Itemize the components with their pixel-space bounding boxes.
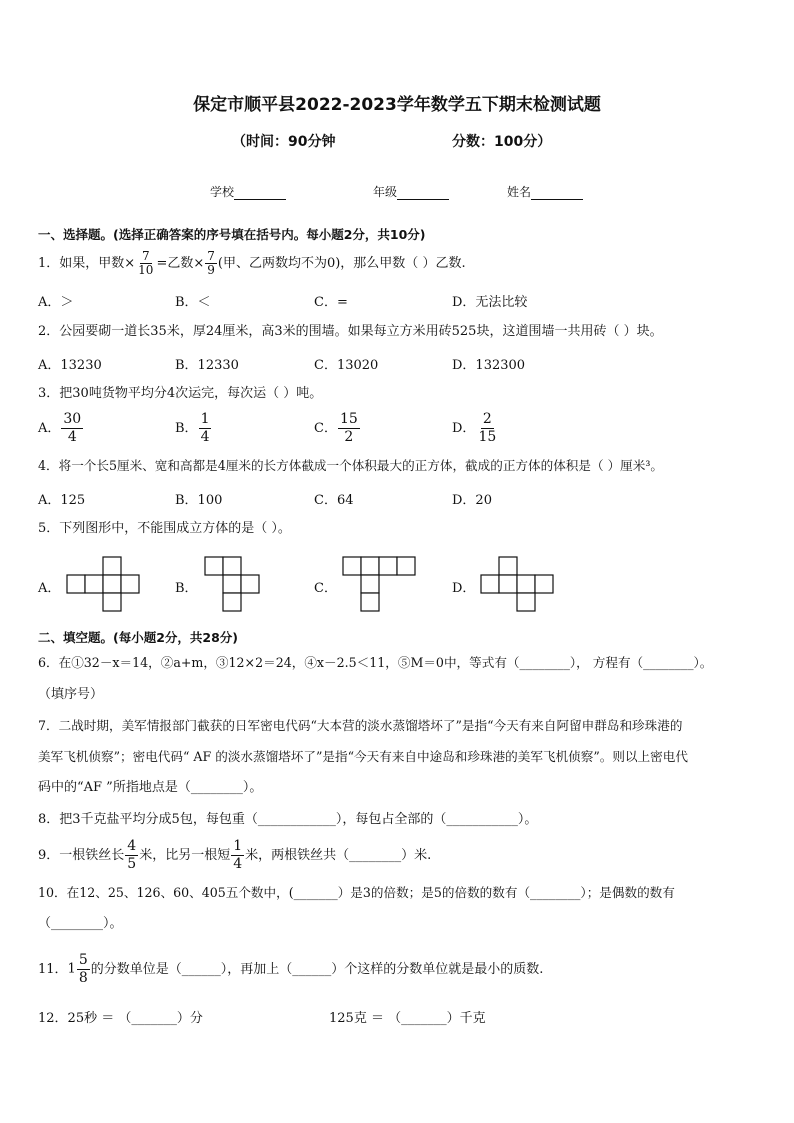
q5-option-b[interactable]: B． xyxy=(175,581,198,596)
q1-text-b: =乙数× xyxy=(156,256,205,271)
question-4: 4．将一个长5厘米、宽和高都是4厘米的长方体截成一个体积最大的正方体，截成的正方体的体积是（ ）厘米³。 xyxy=(38,458,663,473)
q4-option-c[interactable]: C．64 xyxy=(314,493,354,508)
q1-option-a[interactable]: A．＞ xyxy=(38,295,74,310)
grade-blank[interactable] xyxy=(397,185,449,200)
name-field[interactable] xyxy=(507,183,583,200)
exam-time: （时间：90分钟 xyxy=(232,134,336,150)
question-3: 3．把30吨货物平均分4次运完，每次运（ ）吨。 xyxy=(38,386,323,401)
question-8: 8．把3千克盐平均分成5包，每包重（____________），每包占全部的（___________）。 xyxy=(38,812,538,827)
q1-option-d[interactable]: D．无法比较 xyxy=(452,295,528,310)
q2-option-a[interactable]: A．13230 xyxy=(38,358,102,373)
q1-text-c: (甲、乙两数均不为0)，那么甲数（ ）乙数. xyxy=(217,256,466,271)
section1-heading: 一、选择题。(选择正确答案的序号填在括号内。每小题2分，共10分) xyxy=(38,227,426,242)
q3-option-d-fraction: $\frac{2}{15}$ xyxy=(478,411,497,445)
name-label: 姓名 xyxy=(507,185,532,199)
school-field[interactable] xyxy=(210,183,286,200)
q1-fraction-2: $\frac{7}{9}$ xyxy=(207,249,215,277)
q1-option-b[interactable]: B．＜ xyxy=(175,295,211,310)
q2-option-c[interactable]: C．13020 xyxy=(314,358,379,373)
q4-option-b[interactable]: B．100 xyxy=(175,493,223,508)
exam-score: 分数：100分） xyxy=(452,134,552,150)
school-blank[interactable] xyxy=(234,185,286,200)
question-10-line1: 10．在12、25、126、60、405五个数中，(_______）是3的倍数；是5的倍数的数有（________）；是偶数的数有 xyxy=(38,885,675,900)
q5-net-a xyxy=(66,556,142,612)
q11-whole-number: 1 xyxy=(67,961,76,977)
grade-label: 年级 xyxy=(373,185,398,199)
question-11 xyxy=(38,952,543,987)
q3-option-a[interactable]: A． $\frac{30}{4}$ xyxy=(38,411,82,445)
question-7-line2: 美军飞机侦察”；密电代码“ AF 的淡水蒸馏塔坏了”是指“今天有来自中途岛和珍珠港的美军飞机侦察”。则以上密电代 xyxy=(38,749,688,764)
q3-option-d[interactable]: D． $\frac{2}{15}$ xyxy=(452,411,497,445)
question-10-line2: （________）。 xyxy=(38,916,123,931)
q5-net-b xyxy=(204,556,264,614)
question-5: 5．下列图形中，不能围成立方体的是（ ）。 xyxy=(38,521,291,536)
q3-option-c-fraction: $\frac{15}{2}$ xyxy=(339,411,358,445)
question-7-line3: 码中的“AF ”所指地点是（________）。 xyxy=(38,780,263,795)
section2-heading: 二、填空题。(每小题2分，共28分) xyxy=(38,630,239,645)
question-12-left: 12．25秒 ＝ （_______）分 xyxy=(38,1011,203,1026)
q9-text-c: 米，两根铁丝共（________）米. xyxy=(245,848,432,863)
q5-option-a[interactable]: A． xyxy=(38,581,61,596)
q3-option-a-fraction: $\frac{30}{4}$ xyxy=(63,411,82,445)
q5-net-d xyxy=(480,556,558,614)
q3-option-b[interactable]: B． $\frac{1}{4}$ xyxy=(175,411,210,445)
q2-option-b[interactable]: B．12330 xyxy=(175,358,239,373)
q5-option-c[interactable]: C． xyxy=(314,581,337,596)
question-2: 2．公园要砌一道长35米，厚24厘米，高3米的围墙。如果每立方米用砖525块，这道围墙一共用砖（ ）块。 xyxy=(38,324,663,339)
q5-net-c xyxy=(342,556,418,616)
question-7-line1: 7．二战时期，美军情报部门截获的日军密电代码“大本营的淡水蒸馏塔坏了”是指“今天有来自阿留申群岛和珍珠港的 xyxy=(38,718,683,733)
question-6-note: （填序号） xyxy=(38,687,104,702)
q4-option-a[interactable]: A．125 xyxy=(38,493,86,508)
name-blank[interactable] xyxy=(531,185,583,200)
question-9 xyxy=(38,838,431,873)
q11-text-a: 11． xyxy=(38,962,68,977)
q1-fraction-1: $\frac{7}{10}$ xyxy=(138,249,154,277)
q9-text-b: 米，比另一根短 xyxy=(139,848,231,863)
q9-fraction-1: $\frac{4}{5}$ xyxy=(127,838,137,872)
school-label: 学校 xyxy=(210,185,235,199)
q1-option-c[interactable]: C．= xyxy=(314,295,348,310)
q5-option-d[interactable]: D． xyxy=(452,581,476,596)
q9-text-a: 9．一根铁丝长 xyxy=(38,848,125,863)
page-title: 保定市顺平县2022-2023学年数学五下期末检测试题 xyxy=(193,95,601,115)
q2-option-d[interactable]: D．132300 xyxy=(452,358,526,373)
q3-option-c[interactable]: C． $\frac{15}{2}$ xyxy=(314,411,358,445)
q9-fraction-2: $\frac{1}{4}$ xyxy=(233,838,243,872)
q11-fraction: $\frac{5}{8}$ xyxy=(78,952,88,986)
q4-option-d[interactable]: D．20 xyxy=(452,493,492,508)
q3-option-b-fraction: $\frac{1}{4}$ xyxy=(200,411,210,445)
question-6: 6．在①32－x＝14，②a+m，③12×2＝24，④x－2.5＜11，⑤M＝0中，等式有（________）， 方程有（________）。 xyxy=(38,655,713,670)
q11-text-b: 的分数单位是（______），再加上（______）个这样的分数单位就是最小的质数. xyxy=(90,962,544,977)
question-1 xyxy=(38,250,466,277)
question-12-right: 125克 ＝ （_______）千克 xyxy=(329,1011,486,1026)
grade-field[interactable] xyxy=(373,183,449,200)
q1-text-a: 1．如果，甲数× xyxy=(38,256,136,271)
